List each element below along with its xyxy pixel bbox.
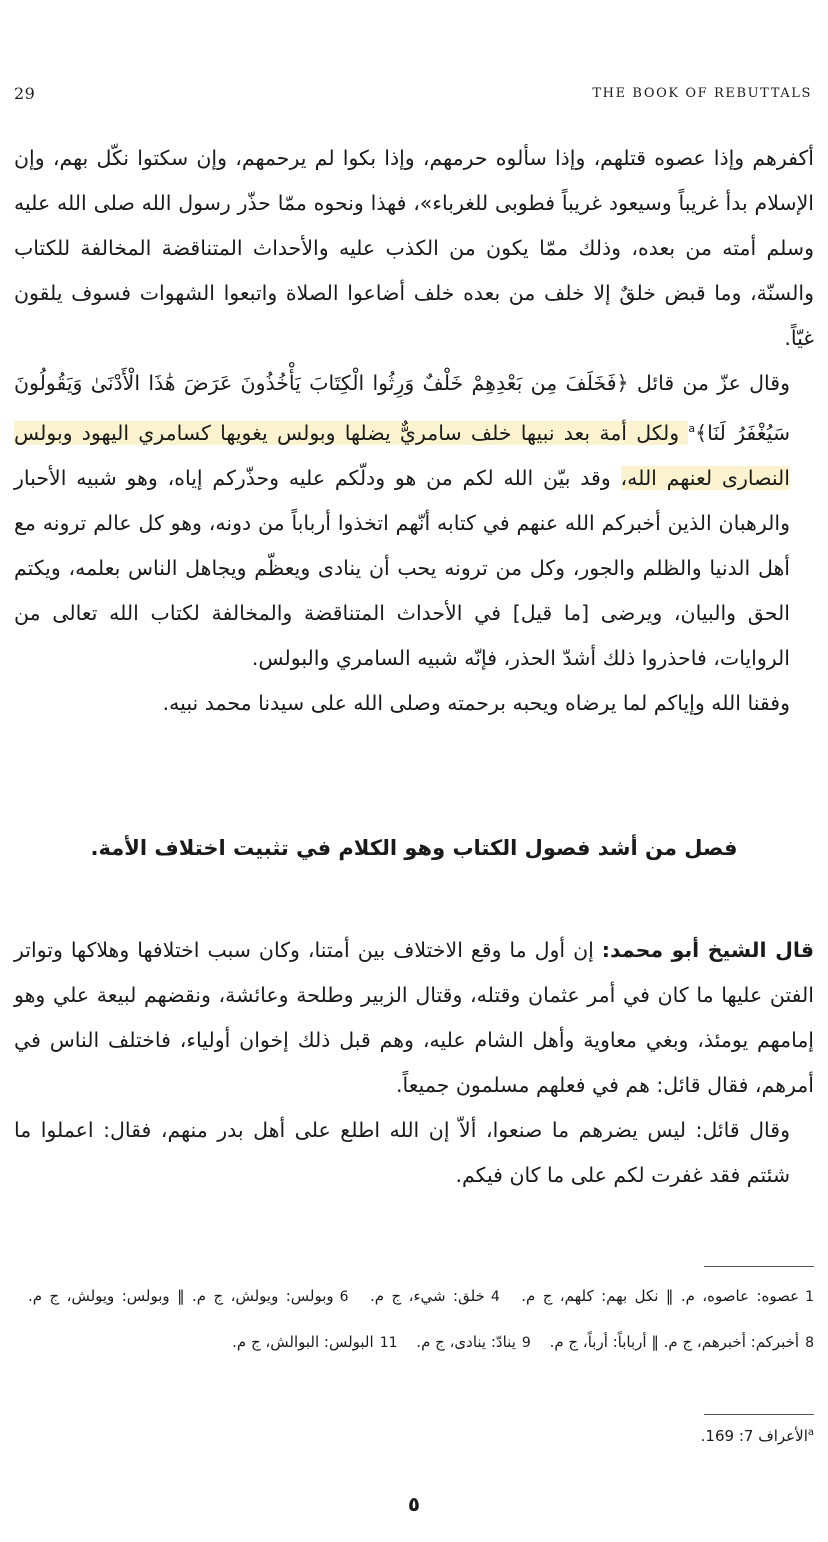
arabic-folio-number: ٥: [407, 1492, 421, 1516]
source-footnote: [701, 1427, 814, 1445]
apparatus-entry: 1عصوه: عاصوه، م. ‖ نكل بهم: كلهم، ج م.: [521, 1287, 814, 1305]
paragraph-quran: [14, 361, 814, 681]
footnote-letter: a: [807, 1427, 814, 1438]
running-title: THE BOOK OF REBUTTALS: [592, 86, 812, 101]
paragraph: وقال قائل: ليس يضرهم ما صنعوا، ألاّ إن الله اطلع على أهل بدر منهم، فقال: اعملوا ما شئتم فقد غفرت لكم على ما كان فيكم.: [14, 1118, 790, 1187]
apparatus-entry: 11البولس: البوالش، ج م.: [232, 1333, 398, 1351]
page-number: 29: [14, 84, 36, 103]
critical-apparatus: [14, 1274, 814, 1366]
apparatus-entry: 4خلق: شيء، ج م.: [370, 1287, 500, 1305]
footnote-rule-secondary: [704, 1414, 814, 1415]
running-header: [14, 84, 812, 108]
speaker-name: قال الشيخ أبو محمد:: [601, 938, 815, 962]
paragraph-text: إن أول ما وقع الاختلاف بين أمتنا، وكان سبب اختلافها وهلاكها وتواتر الفتن عليها ما كان في أمر عثمان وقتله، وقتال الزبير وطلحة وعائشة، ونقضهم لبيعة علي وهو إمامهم يومئذ، وبغي معاوية وأهل الشام عليه، وهم قبل ذلك إخوان أولياء، فاختلف الناس في أمرهم، فقال قائل: هم في فعلهم مسلمون جميعاً.: [14, 938, 814, 1097]
closing-prayer: وفقنا الله وإياكم لما يرضاه ويحبه برحمته وصلى الله على سيدنا محمد نبيه.: [162, 690, 790, 715]
apparatus-entry: 9ينادّ: ينادى، ج م.: [416, 1333, 531, 1351]
footnote-rule: [704, 1266, 814, 1267]
paragraph: [14, 928, 814, 1108]
paragraph: أكفرهم وإذا عصوه قتلهم، وإذا سألوه حرمهم، وإذا بكوا لم يرحمهم، وإن سكتوا نكّل بهم، وإن الإسلام بدأ غريباً وسيعود غريباً فطوبى للغرباء»، فهذا ونحوه ممّا حذّر رسول الله صلى الله عليه وسلم أمته من بعده، وذلك ممّا يكون من الكذب عليه والأحداث المتناقضة المخالفة للكتاب والسنّة، وما قبض خلقٌ إلا خلف من بعده خلف أضاعوا الصلاة واتبعوا الشهوات فسوف يلقون غيّاً.: [14, 146, 814, 350]
apparatus-entry: 8أخبركم: أخبرهم، ج م. ‖ أرباباً: أرباً، ج م.: [549, 1333, 814, 1351]
highlighted-text: ولكل أمة بعد نبيها خلف سامريٌّ يضلها وبولس يغويها كسامري اليهود وبولس النصارى لعنهم الله،: [14, 420, 790, 490]
footnote-marker[interactable]: a: [688, 422, 696, 435]
section-one-body: [14, 136, 814, 726]
apparatus-entry: 6وبولس: ويولش، ج م. ‖ وبولس: ويولش، ج م.: [28, 1287, 349, 1305]
section-two-body: [14, 928, 814, 1198]
section-heading: فصل من أشد فصول الكتاب وهو الكلام في تثبيت اختلاف الأمة.: [90, 836, 738, 860]
paragraph-continuation: وقد بيّن الله لكم من هو ودلّكم عليه وحذّركم إياه، وهو شبيه الأحبار والرهبان الذين أخبركم الله عنهم في كتابه أنّهم اتخذوا أرباباً من دونه، وهو كل عالم ترونه مع أهل الدنيا والظلم والجور، وكل من ترونه يحب أن ينادى ويعظّم ويجاهل الناس بعلمه، ويكتم الحق والبيان، ويرضى [ما قيل] في الأحداث المتناقضة والمخالفة لكتاب الله تعالى من الروايات، فاحذروا ذلك أشدّ الحذر، فإنّه شبيه السامري والبولس.: [14, 465, 790, 670]
quran-quote: وقال عزّ من قائل ﴿فَخَلَفَ مِن بَعْدِهِمْ خَلْفٌ وَرِثُوا الْكِتَابَ يَأْخُذُونَ عَرَضَ هَٰذَا الْأَدْنَىٰ وَيَقُولُونَ سَيُغْفَرُ لَنَا﴾: [14, 371, 791, 445]
footnote-text: الأعراف 7: 169.: [700, 1427, 808, 1445]
